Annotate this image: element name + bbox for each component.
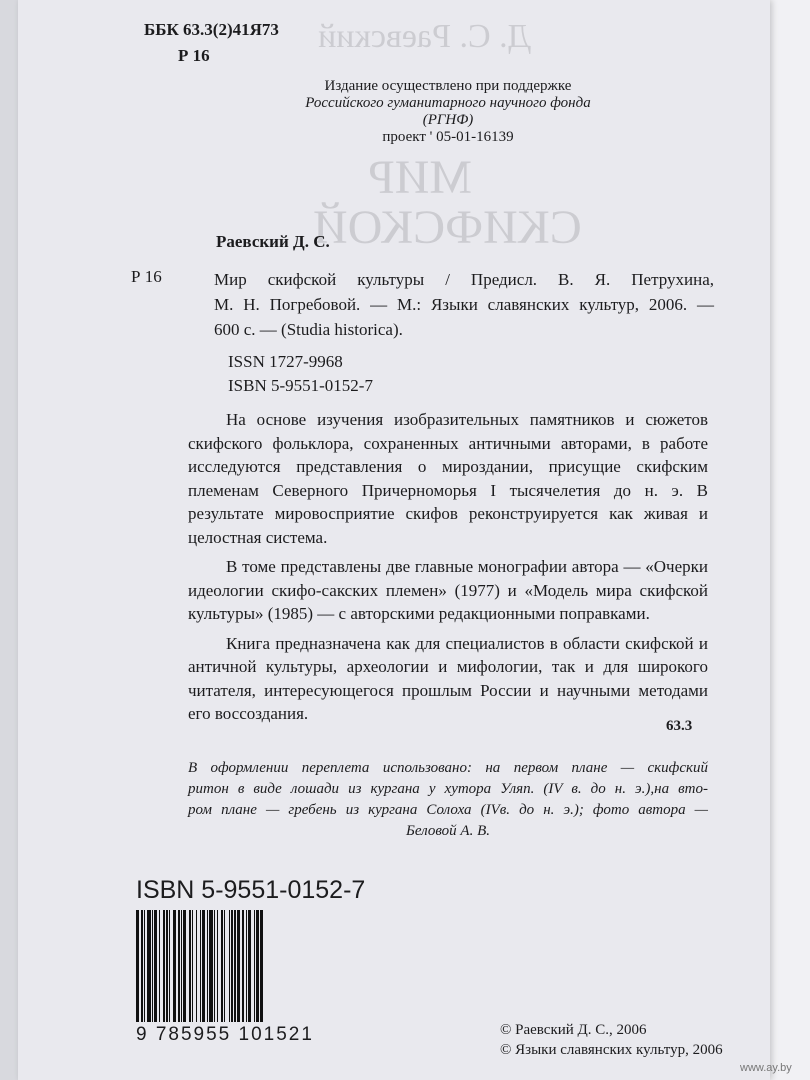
author-mark-code: Р 16 [178, 46, 210, 65]
copyright-author: © Раевский Д. С., 2006 [500, 1022, 647, 1038]
support-line-1: Издание осуществлено при поддержке [324, 78, 572, 94]
abstract-paragraph-2: В томе представлены две главные монографии автора — «Очерки идеологии скифо-сакских племен» (1977) и «Модель мира скифской культуры» (1985) — с авторскими редакционными поправками. [188, 557, 708, 623]
catalog-author: Раевский Д. С. [216, 232, 330, 251]
copyright-publisher: © Языки славянских культур, 2006 [500, 1042, 723, 1058]
catalog-line-2: М. Н. Погребовой. — М.: Языки славянских культур, 2006. — [214, 295, 714, 314]
support-line-3: (РГНФ) [422, 112, 474, 128]
classification-code: 63.3 [666, 718, 693, 734]
support-line-4: проект ' 05-01-16139 [382, 129, 514, 145]
catalog-line-1: Мир скифской культуры / Предисл. В. Я. Петрухина, [214, 270, 714, 289]
abstract-paragraph-1: На основе изучения изобразительных памятников и сюжетов скифского фольклора, сохраненных античными авторами, в работе исследуются представления о мироздании, присущие скифским племенам Северного Причерноморья I тысячелетия до н. э. В результате мировосприятие скифов реконструируется как живая и целостная система. [188, 410, 708, 547]
bleed-through-title-2: СКИФСКОЙ [313, 201, 582, 254]
cover-note-line-3: ром плане — гребень из кургана Солоха (IVв. до н. э.); фото автора — [188, 802, 708, 818]
abstract-paragraph-3: Книга предназначена как для специалистов в области скифской и античной культуры, археологии и мифологии, так и для широкого читателя, интересующегося прошлым России и научными методами его воссоздания. [188, 633, 708, 723]
barcode-isbn: ISBN 5-9551-0152-7 [136, 876, 366, 904]
bbk-code: ББК 63.3(2)41Я73 [144, 20, 279, 39]
adjacent-page-edge [770, 0, 810, 1080]
watermark: www.ay.by [740, 1062, 792, 1074]
catalog-code: Р 16 [131, 267, 162, 286]
cover-note-line-1: В оформлении переплета использовано: на первом плане — скифский [188, 760, 708, 776]
bleed-through-title-1: МИР [368, 151, 473, 204]
support-line-2: Российского гуманитарного научного фонда [305, 95, 591, 111]
barcode-gap [263, 910, 264, 1022]
barcode-digits: 9 785955 101521 [136, 1024, 314, 1045]
cover-note [188, 758, 708, 842]
bleed-through-author: Д. С. Раевский [318, 18, 531, 55]
abstract [188, 408, 708, 726]
isbn: ISBN 5-9551-0152-7 [228, 376, 373, 395]
book-page [18, 0, 770, 1080]
cover-note-line-2: ритон в виде лошади из кургана у хутора Уляп. (IV в. до н. э.),на вто- [188, 781, 708, 797]
cover-note-line-4: Беловой А. В. [406, 823, 490, 839]
catalog-description [214, 267, 714, 342]
support-notice [258, 78, 638, 146]
barcode-bars [136, 910, 380, 1022]
copyright [500, 1020, 723, 1060]
catalog-line-3: 600 с. — (Studia historica). [214, 320, 403, 339]
catalog-identifiers [228, 350, 373, 398]
issn: ISSN 1727-9968 [228, 352, 343, 371]
barcode [136, 910, 380, 1045]
